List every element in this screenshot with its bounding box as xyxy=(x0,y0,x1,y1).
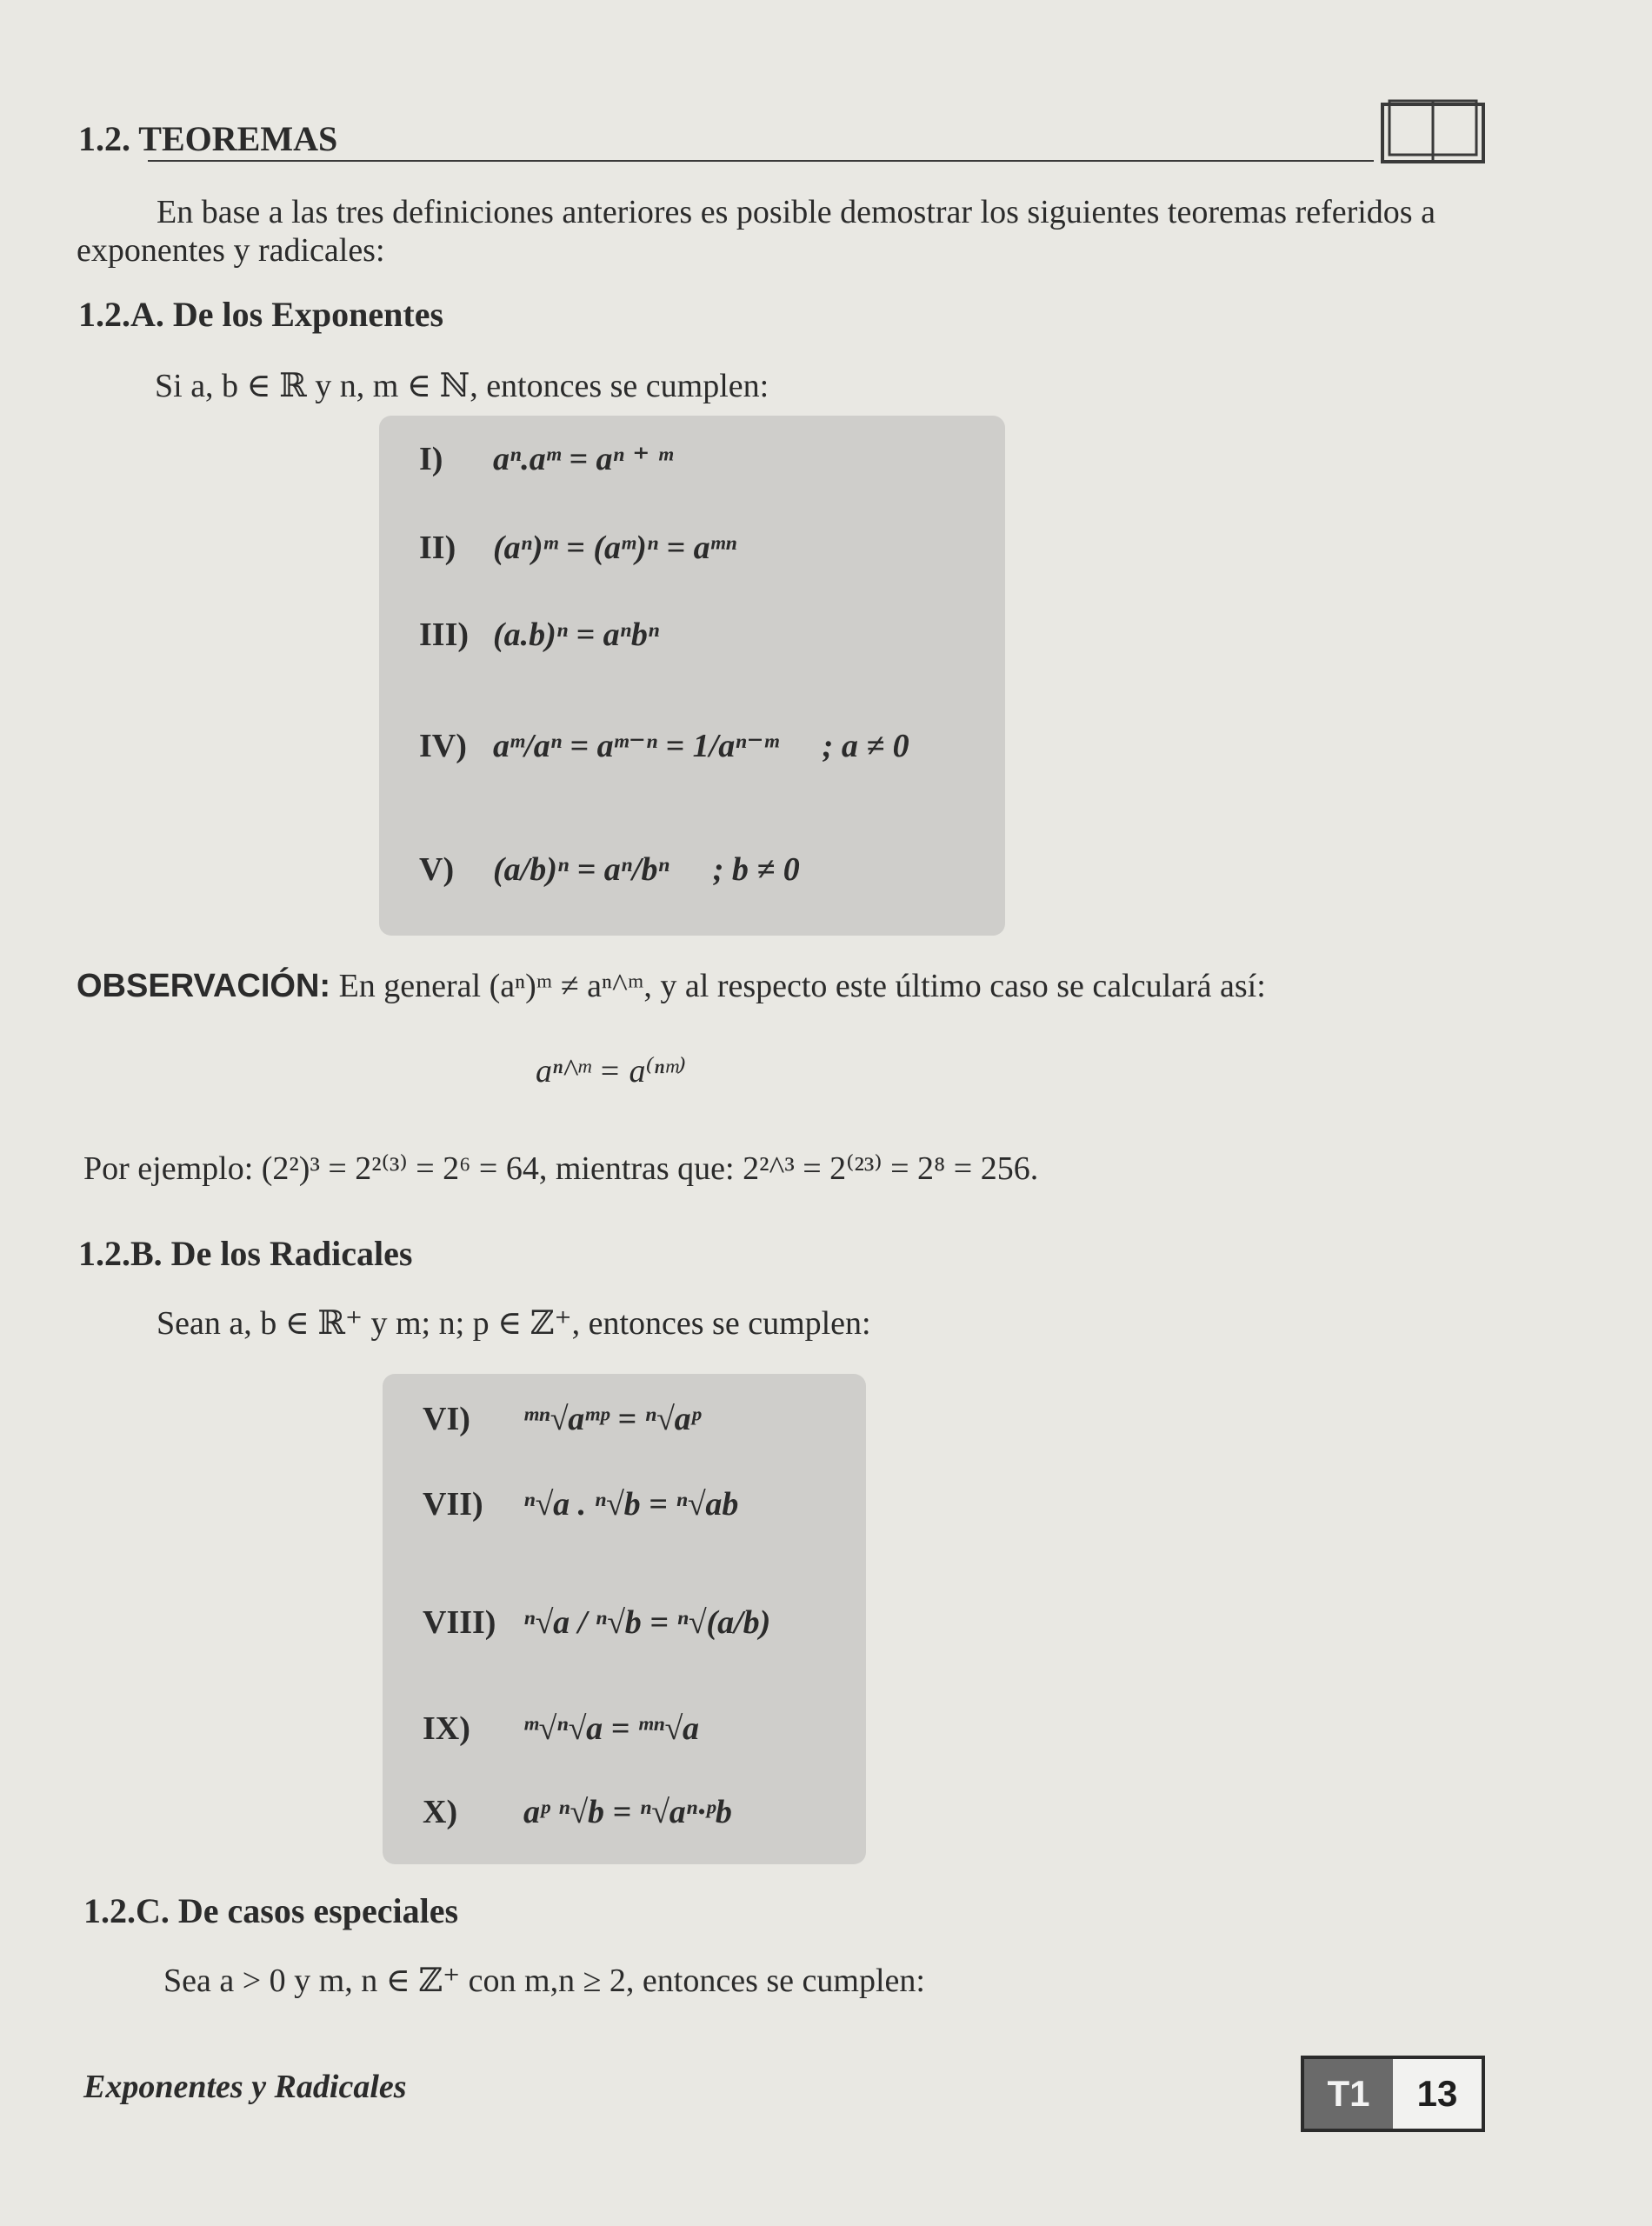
topic-badge: T1 xyxy=(1304,2059,1393,2129)
theorem-condition: ; b ≠ 0 xyxy=(712,851,800,888)
radicals-title: 1.2.B. De los Radicales xyxy=(78,1234,413,1273)
theorem-row xyxy=(419,438,673,478)
theorem-row xyxy=(423,1709,699,1748)
open-book-icon xyxy=(1381,99,1485,165)
theorem-condition: ; a ≠ 0 xyxy=(822,728,909,764)
exponents-premise: Si a, b ∈ ℝ y n, m ∈ ℕ, entonces se cumplen: xyxy=(155,368,769,404)
theorem-row xyxy=(423,1603,770,1642)
observation-paragraph xyxy=(77,967,1485,1005)
footer-chapter-title: Exponentes y Radicales xyxy=(83,2069,407,2105)
title-underline xyxy=(148,160,1374,162)
theorem-label: X) xyxy=(423,1794,458,1830)
theorem-formula: aⁿ.aᵐ = aⁿ ⁺ ᵐ xyxy=(493,441,673,477)
theorem-row xyxy=(423,1485,738,1523)
theorem-label: III) xyxy=(419,616,470,653)
special-cases-title: 1.2.C. De casos especiales xyxy=(83,1891,459,1930)
theorem-formula: (a.b)ⁿ = aⁿbⁿ xyxy=(493,616,660,653)
theorem-formula: aᵖ ⁿ√b = ⁿ√aⁿ·ᵖb xyxy=(523,1794,732,1830)
observation-formula: aⁿ^ᵐ = a⁽ⁿᵐ⁾ xyxy=(536,1053,686,1090)
theorem-label: V) xyxy=(419,851,455,888)
theorem-label: VI) xyxy=(423,1401,470,1437)
theorem-label: IX) xyxy=(423,1710,470,1747)
theorem-row xyxy=(419,725,909,765)
theorem-row xyxy=(423,1400,701,1438)
theorem-formula: ⁿ√a / ⁿ√b = ⁿ√(a/b) xyxy=(523,1604,771,1641)
theorem-label: II) xyxy=(419,530,456,566)
example-paragraph: Por ejemplo: (2²)³ = 2²⁽³⁾ = 2⁶ = 64, mientras que: 2²^³ = 2⁽²³⁾ = 2⁸ = 256. xyxy=(83,1150,1039,1187)
theorem-formula: ᵐ√ⁿ√a = ᵐⁿ√a xyxy=(523,1710,699,1747)
theorem-label: IV) xyxy=(419,728,467,764)
theorem-formula: (a/b)ⁿ = aⁿ/bⁿ xyxy=(493,851,669,888)
theorem-label: VIII) xyxy=(423,1604,496,1641)
exponents-title: 1.2.A. De los Exponentes xyxy=(78,295,444,334)
theorem-row xyxy=(419,850,800,889)
page-number: 13 xyxy=(1393,2059,1482,2129)
special-cases-premise: Sea a > 0 y m, n ∈ ℤ⁺ con m,n ≥ 2, entonces se cumplen: xyxy=(163,1963,925,1999)
observation-label: OBSERVACIÓN: xyxy=(77,968,331,1004)
observation-text: En general (aⁿ)ᵐ ≠ aⁿ^ᵐ, y al respecto este último caso se calculará así: xyxy=(338,968,1266,1004)
radicals-premise: Sean a, b ∈ ℝ⁺ y m; n; p ∈ ℤ⁺, entonces se cumplen: xyxy=(157,1305,871,1342)
theorem-formula: aᵐ/aⁿ = aᵐ⁻ⁿ = 1/aⁿ⁻ᵐ xyxy=(493,728,779,764)
exponents-theorems-box xyxy=(379,416,1005,936)
theorem-label: VII) xyxy=(423,1486,483,1523)
theorem-row xyxy=(423,1793,732,1831)
theorem-label: I) xyxy=(419,441,443,477)
page-badge xyxy=(1301,2056,1485,2132)
theorem-formula: (aⁿ)ᵐ = (aᵐ)ⁿ = aᵐⁿ xyxy=(493,530,737,566)
theorem-formula: ᵐⁿ√aᵐᵖ = ⁿ√aᵖ xyxy=(523,1401,702,1437)
section-title: 1.2. TEOREMAS xyxy=(78,119,338,158)
theorem-row xyxy=(419,616,659,654)
theorem-formula: ⁿ√a . ⁿ√b = ⁿ√ab xyxy=(523,1486,739,1523)
intro-paragraph: En base a las tres definiciones anteriores es posible demostrar los siguientes teoremas referidos a exponentes y radicales: xyxy=(77,194,1436,269)
radicals-theorems-box xyxy=(383,1374,866,1864)
theorem-row xyxy=(419,529,736,567)
